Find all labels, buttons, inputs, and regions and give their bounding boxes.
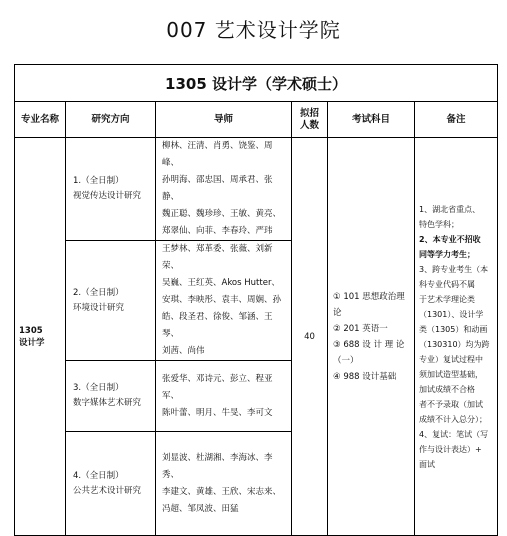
notes-line: 者不予录取（加试 <box>419 399 483 409</box>
notes-line: （1301）、设计学 <box>419 309 484 319</box>
header-tutor: 导师 <box>156 102 292 138</box>
notes-line: 专业）复试过程中 <box>419 354 483 364</box>
header-exam: 考试科目 <box>328 102 415 138</box>
notes-line: 加试成绩不合格 <box>419 384 475 394</box>
notes-line: 同等学力考生； <box>419 249 475 259</box>
program-banner: 1305 设计学（学术硕士） <box>15 65 498 102</box>
direction-cell: 2.（全日制） 环境设计研究 <box>66 241 156 361</box>
notes-line: 特色学科； <box>419 219 459 229</box>
tutor-cell: 张爱华、邓诗元、彭立、程亚军、 陈叶蕾、明月、牛旻、李可文 <box>156 361 292 432</box>
header-row <box>15 102 498 138</box>
header-direction: 研究方向 <box>66 102 156 138</box>
program-table <box>14 64 498 536</box>
notes-line: 3、跨专业考生（本 <box>419 264 489 274</box>
notes-line: 1、湖北省重点、 <box>419 204 481 214</box>
major-code: 1305 <box>19 325 43 336</box>
direction-cell: 1.（全日制） 视觉传达设计研究 <box>66 138 156 241</box>
major-name: 设计学 <box>19 337 45 348</box>
notes-line: （130310）均为跨 <box>419 339 490 349</box>
quota-cell: 40 <box>292 138 328 536</box>
major-cell <box>15 138 66 536</box>
notes-line: 须加试造型基础， <box>419 369 483 379</box>
notes-line: 4、复试：笔试（写 <box>419 429 489 439</box>
direction-cell: 4.（全日制） 公共艺术设计研究 <box>66 432 156 536</box>
notes-line: 于艺术学理论类 <box>419 294 475 304</box>
notes-line: 面试 <box>419 459 435 469</box>
notes-cell <box>415 138 498 536</box>
direction-cell: 3.（全日制） 数字媒体艺术研究 <box>66 361 156 432</box>
header-notes: 备注 <box>415 102 498 138</box>
page-title: 007 艺术设计学院 <box>166 18 341 42</box>
header-major: 专业名称 <box>15 102 66 138</box>
notes-line: 作与设计表达）+ <box>419 444 482 454</box>
notes-line: 科专业代码不属 <box>419 279 475 289</box>
notes-line: 2、本专业不招收 <box>419 234 481 244</box>
table-row <box>15 138 498 241</box>
header-quota: 拟招 人数 <box>292 102 328 138</box>
tutor-cell: 王梦林、郑革委、张薇、刘新荣、 吴巍、王红英、Akos Hutter、 安琪、李映彤、袁丰、周娴、孙 皓、段圣君、徐俊、邹涵、王琴、 刘茜、尚伟 <box>156 241 292 361</box>
notes-line: 成绩不计入总分）； <box>419 414 487 424</box>
tutor-cell: 刘显波、杜湖湘、李海冰、李秀、 李建文、黄雄、王欣、宋志来、 冯超、邹凤波、田猛 <box>156 432 292 536</box>
exam-cell: ① 101 思想政治理 论 ② 201 英语一 ③ 688 设 计 理 论 （一） ④ 988 设计基础 <box>328 138 415 536</box>
tutor-cell: 柳林、汪清、肖勇、饶鉴、周峰、 孙明海、邵忠国、周承君、张静、 魏正聪、魏珍珍、王敏、黄亮、 郑翠仙、向菲、李春玲、严玮 <box>156 138 292 241</box>
notes-line: 类（1305）和动画 <box>419 324 488 334</box>
